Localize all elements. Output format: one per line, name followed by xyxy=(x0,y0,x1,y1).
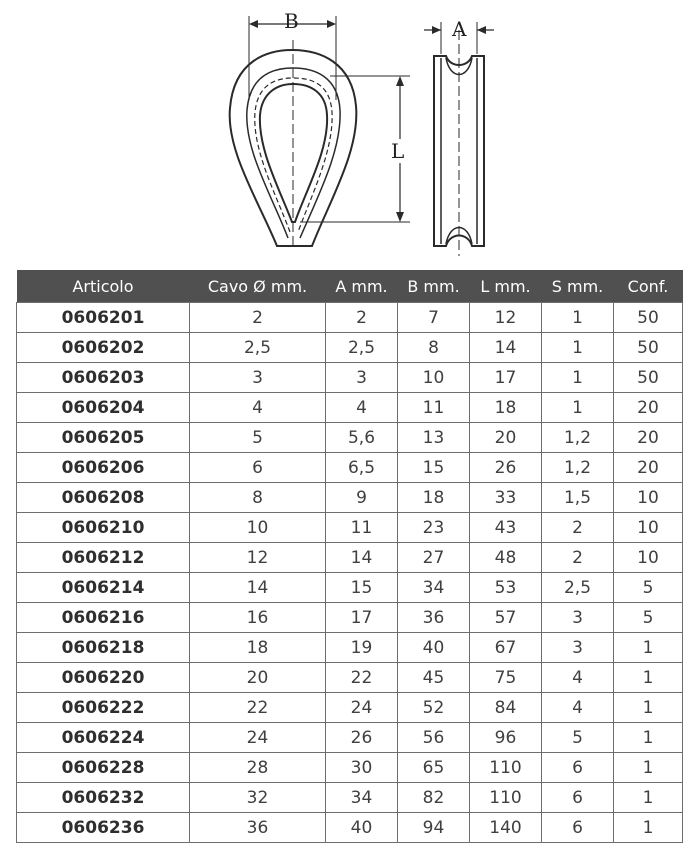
table-row xyxy=(17,303,683,333)
cell-a: 2 xyxy=(326,303,398,333)
cell-cavo: 2 xyxy=(190,303,326,333)
cell-a: 3 xyxy=(326,363,398,393)
cell-conf: 1 xyxy=(614,783,683,813)
cell-s: 3 xyxy=(542,633,614,663)
cell-cavo: 12 xyxy=(190,543,326,573)
cell-l: 96 xyxy=(470,723,542,753)
cell-b: 65 xyxy=(398,753,470,783)
cell-conf: 20 xyxy=(614,423,683,453)
table-row xyxy=(17,813,683,843)
cell-a: 9 xyxy=(326,483,398,513)
cell-b: 34 xyxy=(398,573,470,603)
cell-articolo: 0606201 xyxy=(17,303,190,333)
cell-s: 4 xyxy=(542,663,614,693)
cell-articolo: 0606222 xyxy=(17,693,190,723)
cell-b: 94 xyxy=(398,813,470,843)
cell-l: 43 xyxy=(470,513,542,543)
cell-cavo: 14 xyxy=(190,573,326,603)
cell-l: 140 xyxy=(470,813,542,843)
cell-b: 56 xyxy=(398,723,470,753)
cell-articolo: 0606214 xyxy=(17,573,190,603)
cell-articolo: 0606236 xyxy=(17,813,190,843)
cell-l: 75 xyxy=(470,663,542,693)
cell-cavo: 22 xyxy=(190,693,326,723)
cell-cavo: 28 xyxy=(190,753,326,783)
dim-b-label: B xyxy=(284,9,299,33)
cell-cavo: 20 xyxy=(190,663,326,693)
cell-conf: 1 xyxy=(614,633,683,663)
cell-a: 14 xyxy=(326,543,398,573)
cell-l: 84 xyxy=(470,693,542,723)
cell-conf: 20 xyxy=(614,453,683,483)
table-row xyxy=(17,573,683,603)
table-row xyxy=(17,753,683,783)
cell-b: 40 xyxy=(398,633,470,663)
cell-conf: 5 xyxy=(614,573,683,603)
specification-table xyxy=(16,270,683,843)
cell-b: 45 xyxy=(398,663,470,693)
cell-conf: 10 xyxy=(614,513,683,543)
table-row xyxy=(17,513,683,543)
cell-l: 17 xyxy=(470,363,542,393)
cell-articolo: 0606232 xyxy=(17,783,190,813)
cell-articolo: 0606212 xyxy=(17,543,190,573)
cell-cavo: 8 xyxy=(190,483,326,513)
cell-conf: 10 xyxy=(614,543,683,573)
cell-conf: 1 xyxy=(614,813,683,843)
cell-l: 33 xyxy=(470,483,542,513)
cell-conf: 1 xyxy=(614,723,683,753)
dim-a-label: A xyxy=(452,17,467,41)
table-row xyxy=(17,723,683,753)
thimble-technical-drawing xyxy=(0,0,700,270)
cell-l: 53 xyxy=(470,573,542,603)
cell-a: 17 xyxy=(326,603,398,633)
cell-articolo: 0606206 xyxy=(17,453,190,483)
cell-articolo: 0606204 xyxy=(17,393,190,423)
cell-a: 24 xyxy=(326,693,398,723)
header-l: L mm. xyxy=(470,270,542,303)
cell-cavo: 24 xyxy=(190,723,326,753)
table-row xyxy=(17,423,683,453)
cell-a: 5,6 xyxy=(326,423,398,453)
cell-l: 48 xyxy=(470,543,542,573)
cell-l: 26 xyxy=(470,453,542,483)
cell-s: 2,5 xyxy=(542,573,614,603)
cell-s: 3 xyxy=(542,603,614,633)
cell-a: 34 xyxy=(326,783,398,813)
cell-s: 6 xyxy=(542,783,614,813)
header-articolo: Articolo xyxy=(17,270,190,303)
cell-conf: 50 xyxy=(614,363,683,393)
table-row xyxy=(17,483,683,513)
table-row xyxy=(17,453,683,483)
cell-conf: 10 xyxy=(614,483,683,513)
table-body xyxy=(17,303,683,843)
cell-cavo: 2,5 xyxy=(190,333,326,363)
cell-cavo: 16 xyxy=(190,603,326,633)
dim-l-label: L xyxy=(391,139,405,163)
table-row xyxy=(17,783,683,813)
cell-b: 27 xyxy=(398,543,470,573)
cell-a: 30 xyxy=(326,753,398,783)
cell-b: 52 xyxy=(398,693,470,723)
cell-s: 1,2 xyxy=(542,453,614,483)
cell-s: 6 xyxy=(542,813,614,843)
header-b: B mm. xyxy=(398,270,470,303)
cell-s: 1 xyxy=(542,303,614,333)
cell-s: 4 xyxy=(542,693,614,723)
cell-cavo: 32 xyxy=(190,783,326,813)
cell-l: 18 xyxy=(470,393,542,423)
cell-conf: 1 xyxy=(614,753,683,783)
cell-s: 1,5 xyxy=(542,483,614,513)
cell-cavo: 3 xyxy=(190,363,326,393)
cell-b: 15 xyxy=(398,453,470,483)
cell-conf: 5 xyxy=(614,603,683,633)
cell-conf: 1 xyxy=(614,693,683,723)
cell-articolo: 0606218 xyxy=(17,633,190,663)
cell-articolo: 0606203 xyxy=(17,363,190,393)
table-row xyxy=(17,333,683,363)
cell-articolo: 0606224 xyxy=(17,723,190,753)
header-a: A mm. xyxy=(326,270,398,303)
cell-b: 36 xyxy=(398,603,470,633)
cell-conf: 50 xyxy=(614,303,683,333)
table-row xyxy=(17,633,683,663)
cell-a: 19 xyxy=(326,633,398,663)
table-row xyxy=(17,663,683,693)
cell-b: 11 xyxy=(398,393,470,423)
cell-b: 7 xyxy=(398,303,470,333)
header-conf: Conf. xyxy=(614,270,683,303)
cell-s: 1 xyxy=(542,393,614,423)
cell-articolo: 0606208 xyxy=(17,483,190,513)
cell-s: 5 xyxy=(542,723,614,753)
cell-b: 8 xyxy=(398,333,470,363)
cell-l: 20 xyxy=(470,423,542,453)
cell-articolo: 0606202 xyxy=(17,333,190,363)
cell-s: 6 xyxy=(542,753,614,783)
table-row xyxy=(17,693,683,723)
cell-l: 12 xyxy=(470,303,542,333)
cell-articolo: 0606210 xyxy=(17,513,190,543)
cell-cavo: 18 xyxy=(190,633,326,663)
table-row xyxy=(17,603,683,633)
cell-l: 110 xyxy=(470,783,542,813)
cell-b: 13 xyxy=(398,423,470,453)
table-row xyxy=(17,543,683,573)
cell-a: 2,5 xyxy=(326,333,398,363)
cell-a: 6,5 xyxy=(326,453,398,483)
cell-a: 22 xyxy=(326,663,398,693)
cell-cavo: 4 xyxy=(190,393,326,423)
cell-articolo: 0606205 xyxy=(17,423,190,453)
cell-a: 40 xyxy=(326,813,398,843)
cell-articolo: 0606220 xyxy=(17,663,190,693)
cell-b: 10 xyxy=(398,363,470,393)
cell-b: 23 xyxy=(398,513,470,543)
cell-cavo: 10 xyxy=(190,513,326,543)
cell-a: 26 xyxy=(326,723,398,753)
cell-b: 18 xyxy=(398,483,470,513)
header-cavo: Cavo Ø mm. xyxy=(190,270,326,303)
cell-a: 15 xyxy=(326,573,398,603)
table-row xyxy=(17,393,683,423)
thimble-drawing-svg xyxy=(0,0,700,270)
cell-a: 4 xyxy=(326,393,398,423)
cell-articolo: 0606216 xyxy=(17,603,190,633)
header-s: S mm. xyxy=(542,270,614,303)
cell-l: 57 xyxy=(470,603,542,633)
cell-l: 14 xyxy=(470,333,542,363)
cell-conf: 1 xyxy=(614,663,683,693)
cell-s: 1,2 xyxy=(542,423,614,453)
cell-l: 67 xyxy=(470,633,542,663)
cell-s: 1 xyxy=(542,333,614,363)
cell-conf: 20 xyxy=(614,393,683,423)
cell-cavo: 36 xyxy=(190,813,326,843)
cell-cavo: 6 xyxy=(190,453,326,483)
table-row xyxy=(17,363,683,393)
cell-l: 110 xyxy=(470,753,542,783)
cell-s: 2 xyxy=(542,513,614,543)
cell-conf: 50 xyxy=(614,333,683,363)
cell-cavo: 5 xyxy=(190,423,326,453)
cell-s: 1 xyxy=(542,363,614,393)
cell-articolo: 0606228 xyxy=(17,753,190,783)
cell-s: 2 xyxy=(542,543,614,573)
cell-b: 82 xyxy=(398,783,470,813)
table-header-row xyxy=(17,270,683,303)
cell-a: 11 xyxy=(326,513,398,543)
